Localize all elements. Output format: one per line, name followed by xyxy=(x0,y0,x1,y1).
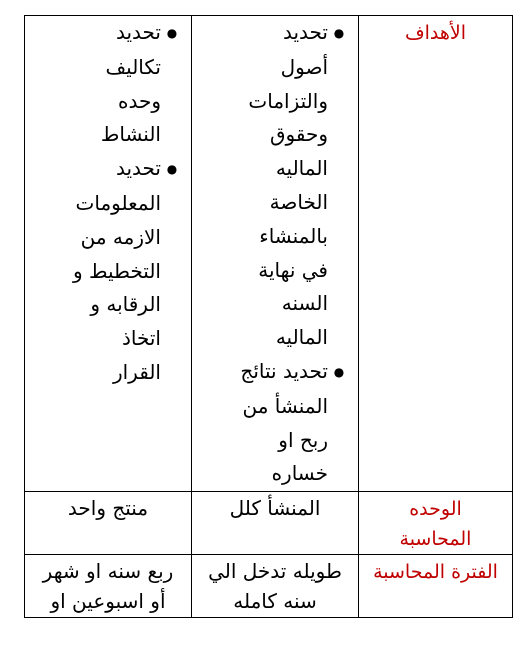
goals-cost-line: القرار xyxy=(112,359,161,384)
period-cost-line-1: ربع سنه او شهر xyxy=(42,559,174,584)
period-cost-cell xyxy=(25,555,192,618)
accounting-period-row xyxy=(25,555,513,618)
unit-financial-cell xyxy=(192,492,359,555)
period-label: الفترة المحاسبة xyxy=(373,561,498,584)
period-financial-cell xyxy=(192,555,359,618)
goals-cost-line: التخطيط و xyxy=(72,258,161,283)
goals-financial-line: المنشأ من xyxy=(242,393,328,418)
goals-financial-line: أصول xyxy=(280,54,328,79)
comparison-table xyxy=(24,15,513,618)
period-financial-text xyxy=(192,555,358,616)
unit-label-cell xyxy=(359,492,513,555)
goals-financial-line: ربح او xyxy=(278,427,328,452)
goals-financial-line: السنه xyxy=(281,291,328,316)
period-label-cell xyxy=(359,555,513,618)
goals-label: الأهداف xyxy=(404,22,467,44)
goals-cost-line: تكاليف xyxy=(105,54,161,79)
goals-cost-accounting-cell xyxy=(25,16,192,492)
goals-cost-accounting-list xyxy=(25,16,191,390)
goals-financial-line: الخاصة xyxy=(269,189,328,214)
period-financial-line-2: سنه كامله xyxy=(233,589,317,614)
goals-cost-line: ● تحديد xyxy=(25,16,183,51)
unit-cost-cell xyxy=(25,492,192,555)
goals-financial-line: بالمنشاء xyxy=(259,223,328,248)
goals-financial-line: ● تحديد نتائج xyxy=(192,355,350,390)
period-cost-text xyxy=(25,555,191,616)
goals-financial-accounting-cell xyxy=(192,16,359,492)
goals-financial-line: والتزامات xyxy=(248,88,328,113)
goals-cost-line: اتخاذ xyxy=(121,326,161,351)
unit-financial-text: المنشأ كلل xyxy=(229,496,321,521)
goals-financial-line: في نهاية xyxy=(258,257,328,282)
goals-label-cell xyxy=(359,16,513,492)
goals-row xyxy=(25,16,513,492)
goals-financial-accounting-list xyxy=(192,16,358,491)
unit-cost-text: منتج واحد xyxy=(67,496,149,521)
goals-cost-line: ● تحديد xyxy=(25,152,183,187)
goals-financial-line: الماليه xyxy=(275,325,328,350)
period-cost-line-2: أو اسبوعين او xyxy=(50,589,166,614)
goals-financial-line: ● تحديد xyxy=(192,16,350,51)
unit-label-line-1: الوحده xyxy=(409,498,462,521)
goals-cost-line: وحده xyxy=(118,88,161,113)
accounting-unit-row xyxy=(25,492,513,555)
goals-financial-line: وحقوق xyxy=(270,122,328,147)
period-financial-line-1: طويله تدخل الي xyxy=(208,559,342,584)
goals-financial-line: الماليه xyxy=(275,156,328,181)
goals-cost-line: المعلومات xyxy=(75,190,161,215)
unit-label xyxy=(359,492,512,554)
unit-label-line-2: المحاسبة xyxy=(399,528,472,551)
goals-financial-line: خساره xyxy=(271,461,328,486)
goals-cost-line: الرقابه و xyxy=(90,292,161,317)
goals-cost-line: النشاط xyxy=(100,122,161,147)
goals-cost-line: الازمه من xyxy=(80,224,161,249)
